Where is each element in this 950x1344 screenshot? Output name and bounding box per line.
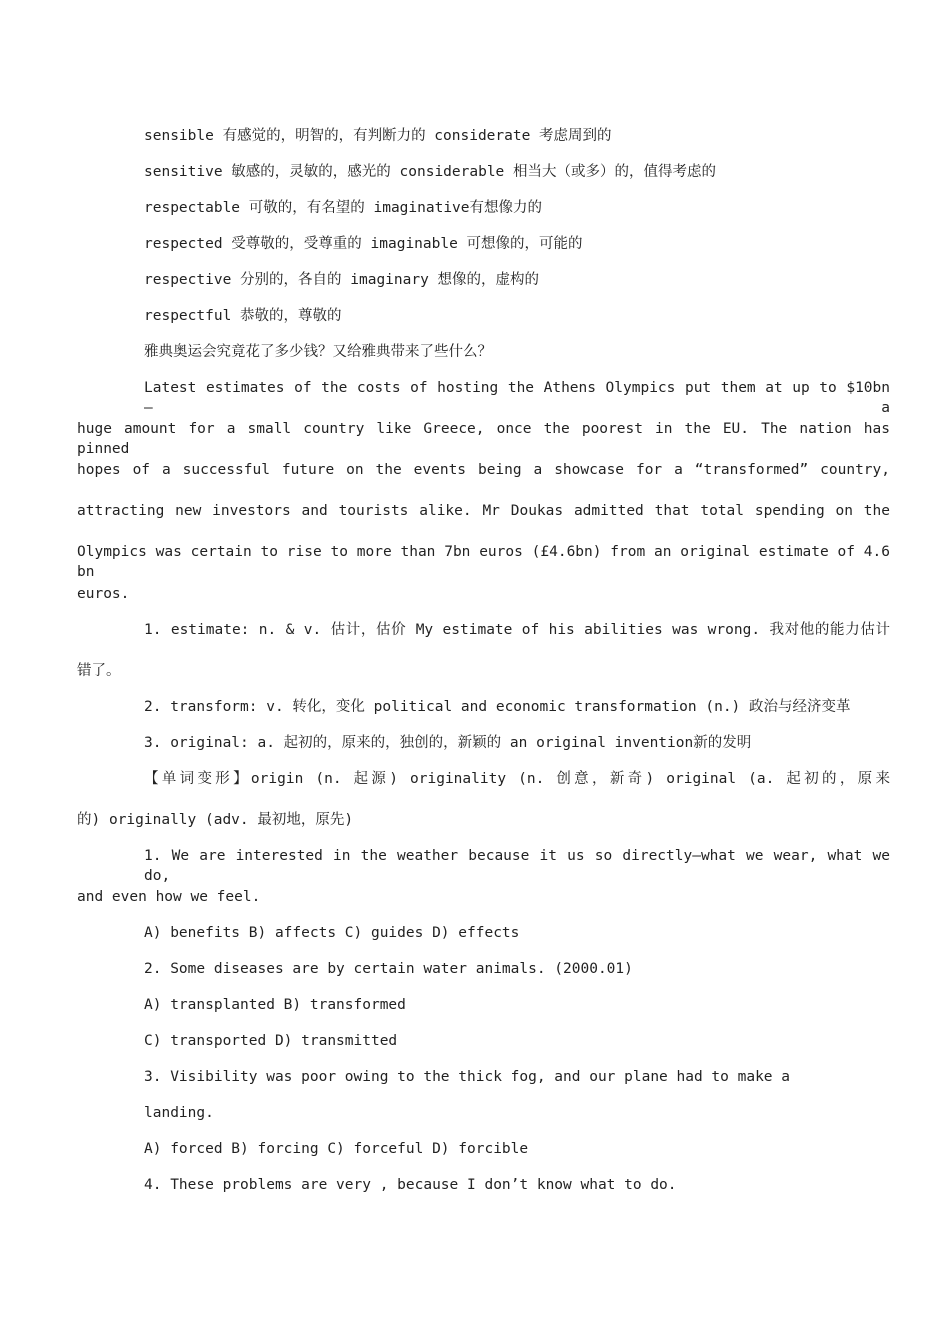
note-transform: 2. transform: v. 转化，变化 political and economic transformation (n.) 政治与经济变革 xyxy=(144,699,851,715)
vocab-line-respective: respective 分别的，各自的 imaginary 想像的，虚构的 xyxy=(144,272,540,288)
exercise-question-3: 3. Visibility was poor owing to the thick fog, and our plane had to make a xyxy=(144,1069,791,1085)
vocab-line-sensible: sensible 有感觉的，明智的，有判断力的 considerate 考虑周到的 xyxy=(144,128,612,144)
vocab-line-respectable: respectable 可敬的，有名望的 imaginative有想像力的 xyxy=(144,200,543,216)
passage-line: euros. xyxy=(77,586,130,602)
exercise-question-2-options-ab: A) transplanted B) transformed xyxy=(144,997,406,1013)
passage-line: hopes of a successful future on the events being a showcase for a “transformed” country, xyxy=(77,462,890,478)
exercise-question-1-options: A) benefits B) affects C) guides D) effects xyxy=(144,925,520,941)
passage-line: attracting new investors and tourists alike. Mr Doukas admitted that total spending on the xyxy=(77,503,890,519)
exercise-question-1-continued: and even how we feel. xyxy=(77,889,261,905)
note-original: 3. original: a. 起初的，原来的，独创的，新颖的 an original invention新的发明 xyxy=(144,735,752,751)
question-heading: 雅典奥运会究竟花了多少钱？又给雅典带来了些什么？ xyxy=(144,344,492,360)
exercise-question-4: 4. These problems are very , because I don’t know what to do. xyxy=(144,1177,677,1193)
exercise-question-1: 1. We are interested in the weather because it us so directly—what we wear, what we do, xyxy=(144,848,890,884)
word-forms: 【单词变形】origin (n. 起源) originality (n. 创意，新奇) original (a. 起初的，原来 xyxy=(144,771,890,787)
exercise-question-2: 2. Some diseases are by certain water animals. (2000.01) xyxy=(144,961,633,977)
vocab-line-respectful: respectful 恭敬的，尊敬的 xyxy=(144,308,342,324)
vocab-line-sensitive: sensitive 敏感的，灵敏的，感光的 considerable 相当大（或多）的，值得考虑的 xyxy=(144,164,717,180)
passage-line: Latest estimates of the costs of hosting the Athens Olympics put them at up to $10bn — a xyxy=(144,380,890,416)
exercise-question-2-options-cd: C) transported D) transmitted xyxy=(144,1033,398,1049)
passage-line: Olympics was certain to rise to more than 7bn euros (£4.6bn) from an original estimate of 4.6 bn xyxy=(77,544,890,580)
exercise-question-3-options: A) forced B) forcing C) forceful D) forcible xyxy=(144,1141,529,1157)
passage-line: huge amount for a small country like Greece, once the poorest in the EU. The nation has pinned xyxy=(77,421,890,457)
note-estimate-continued: 错了。 xyxy=(77,663,121,679)
vocab-line-respected: respected 受尊敬的，受尊重的 imaginable 可想像的，可能的 xyxy=(144,236,583,252)
word-forms-continued: 的) originally (adv. 最初地，原先) xyxy=(77,812,354,828)
exercise-question-3-continued: landing. xyxy=(144,1105,214,1121)
note-estimate: 1. estimate: n. & v. 估计，估价 My estimate of his abilities was wrong. 我对他的能力估计 xyxy=(144,622,890,638)
